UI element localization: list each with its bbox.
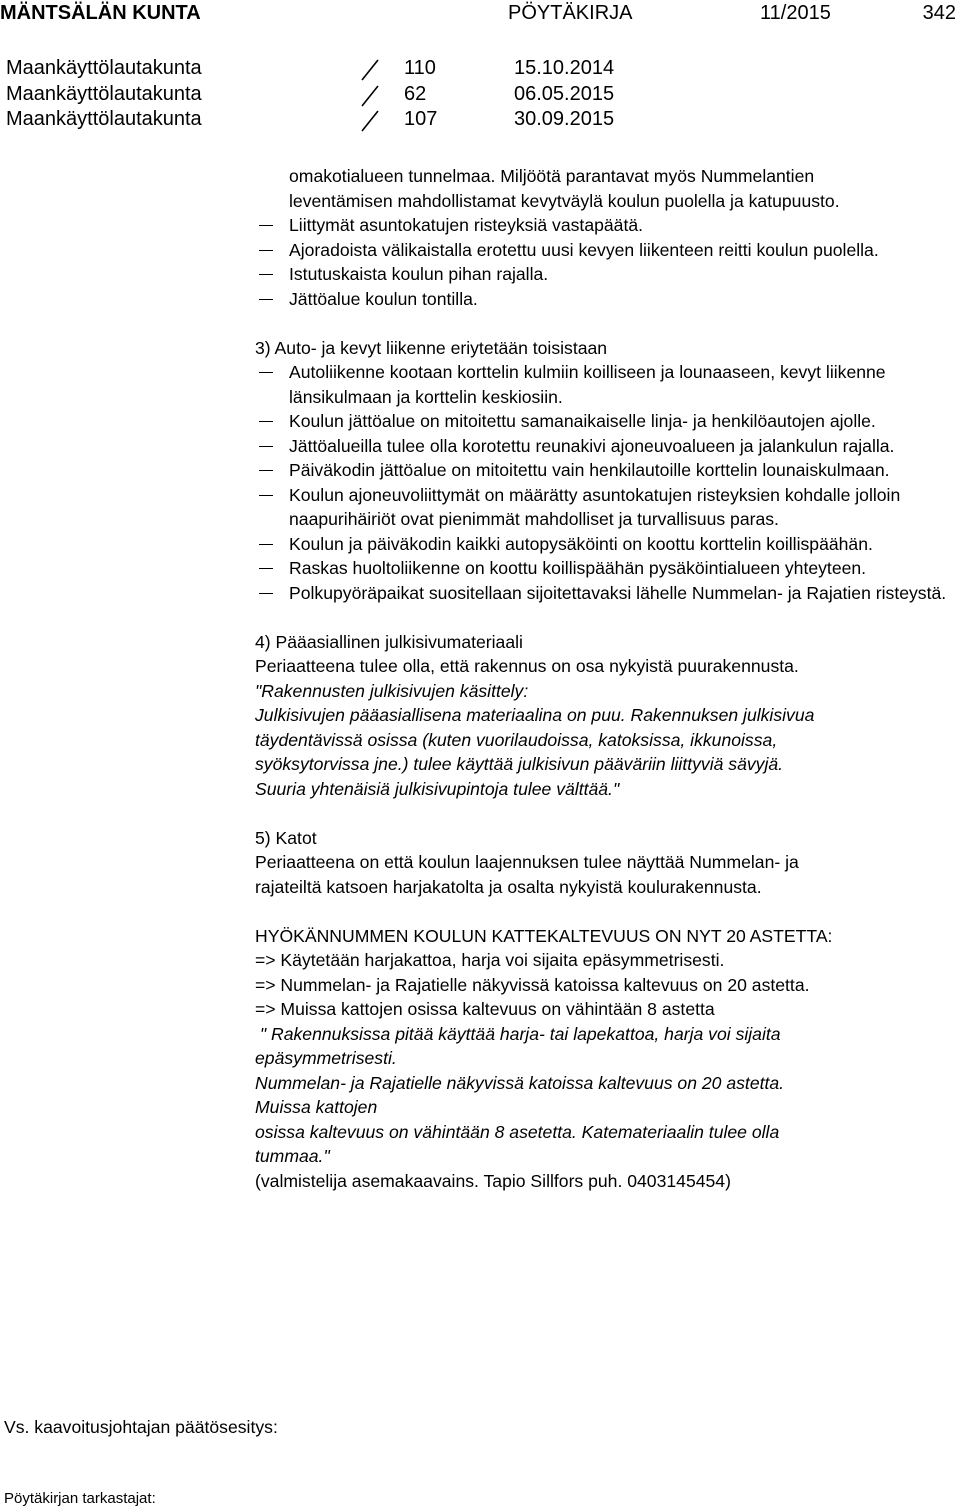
list-item: Autoliikenne kootaan korttelin kulmiin koilliseen ja lounaaseen, kevyt liikenne länsikulmaan ja korttelin keskiosiin. [255, 360, 960, 409]
preparer-info: (valmistelija asemakaavains. Tapio Sillfors puh. 0403145454) [255, 1170, 731, 1191]
reference-list [6, 56, 646, 133]
document-body [255, 164, 960, 1193]
reference-row [6, 107, 646, 133]
reference-section: 107 [404, 108, 438, 130]
document-number: 11/2015 [760, 2, 831, 24]
document-type: PÖYTÄKIRJA [508, 2, 633, 24]
section-sign-icon [360, 110, 380, 132]
intro-line: omakotialueen tunnelmaa. Miljöötä parantavat myös Nummelantien [289, 166, 815, 186]
list-item: Ajoradoista välikaistalla erotettu uusi kevyen liikenteen reitti koulun puolella. [255, 238, 960, 263]
proposal-label: Vs. kaavoitusjohtajan päätösesitys: [4, 1417, 278, 1437]
reference-row [6, 82, 646, 108]
list-item: Koulun jättöalue on mitoitettu samanaikaiselle linja- ja henkilöautojen ajolle. [255, 409, 960, 434]
reference-committee: Maankäyttölautakunta [6, 57, 202, 79]
dash-icon [259, 421, 273, 422]
list-item: Koulun ajoneuvoliittymät on määrätty asuntokatujen risteyksien kohdalle jolloin naapurihäiriöt ovat pienimmät mahdolliset ja turvallisuus paras. [255, 483, 960, 532]
organization-name: MÄNTSÄLÄN KUNTA [0, 2, 201, 24]
quote-line: epäsymmetrisesti. [255, 1048, 397, 1068]
dash-icon [259, 274, 273, 275]
quote-line: täydentävissä osissa (kuten vuorilaudoissa, katoksissa, ikkunoissa, [255, 729, 778, 750]
reference-section: 110 [404, 57, 436, 79]
dash-icon [259, 446, 273, 447]
section-heading: 4) Pääasiallinen julkisivumateriaali [255, 631, 523, 652]
section3-bullet-list [255, 360, 960, 605]
inspectors-label: Pöytäkirjan tarkastajat: [4, 1490, 156, 1507]
section-heading: 5) Katot [255, 827, 317, 848]
quote-line: Nummelan- ja Rajatielle näkyvissä katoissa kaltevuus on 20 astetta. [255, 1072, 785, 1093]
list-item: Raskas huoltoliikenne on koottu koillispäähän pysäköintialueen yhteyteen. [255, 556, 960, 581]
reference-row [6, 56, 646, 82]
quote-line: Suuria yhtenäisiä julkisivupintoja tulee välttää." [255, 778, 620, 799]
section-sign-icon [360, 59, 380, 81]
list-item: Koulun ja päiväkodin kaikki autopysäköinti on koottu korttelin koillispäähän. [255, 532, 960, 557]
quote-line: osissa kaltevuus on vähintään 8 asetetta. Katemateriaalin tulee olla [255, 1121, 780, 1142]
quote-line: Muissa kattojen [255, 1097, 378, 1117]
roof-heading: HYÖKÄNNUMMEN KOULUN KATTEKALTEVUUS ON NYT 20 ASTETTA: [255, 925, 833, 946]
quote-line: syöksytorvissa jne.) tulee käyttää julkisivun pääväriin liittyviä sävyjä. [255, 754, 784, 774]
dash-icon [259, 495, 273, 496]
reference-date: 06.05.2015 [514, 82, 615, 105]
dash-icon [259, 225, 273, 226]
paragraph: Periaatteena on että koulun laajennuksen tulee näyttää Nummelan- ja [255, 852, 799, 872]
dash-icon [259, 250, 273, 251]
roof-point: => Muissa kattojen osissa kaltevuus on vähintään 8 astetta [255, 999, 715, 1019]
quote-line: Julkisivujen pääasiallisena materiaalina on puu. Rakennuksen julkisivua [255, 705, 815, 725]
list-item: Polkupyöräpaikat suositellaan sijoitettavaksi lähelle Nummelan- ja Rajatien risteystä. [255, 581, 960, 606]
list-item: Jättöalueilla tulee olla korotettu reunakivi ajoneuvoalueen ja jalankulun rajalla. [255, 434, 960, 459]
reference-section: 62 [404, 82, 427, 105]
section-heading: 3) Auto- ja kevyt liikenne eriytetään toisistaan [255, 337, 608, 358]
section-sign-icon [360, 85, 380, 107]
reference-date: 30.09.2015 [514, 108, 615, 130]
reference-committee: Maankäyttölautakunta [6, 82, 202, 105]
dash-icon [259, 593, 273, 594]
dash-icon [259, 299, 273, 300]
dash-icon [259, 544, 273, 545]
dash-icon [259, 470, 273, 471]
paragraph: Periaatteena tulee olla, että rakennus on osa nykyistä puurakennusta. [255, 656, 799, 676]
quote-line: tummaa." [255, 1146, 330, 1166]
reference-date: 15.10.2014 [514, 57, 615, 79]
page-number: 342 [922, 2, 956, 24]
roof-point: => Nummelan- ja Rajatielle näkyvissä katoissa kaltevuus on 20 astetta. [255, 974, 810, 995]
list-item: Istutuskaista koulun pihan rajalla. [255, 262, 960, 287]
list-item: Liittymät asuntokatujen risteyksiä vastapäätä. [255, 213, 960, 238]
intro-line: leventämisen mahdollistamat kevytväylä koulun puolella ja katupuusto. [289, 190, 840, 211]
intro-bullet-list [255, 213, 960, 311]
dash-icon [259, 372, 273, 373]
roof-point: => Käytetään harjakattoa, harja voi sijaita epäsymmetrisesti. [255, 950, 725, 970]
paragraph: rajateiltä katsoen harjakatolta ja osalta nykyistä koulurakennusta. [255, 876, 762, 897]
quote-line: " Rakennuksissa pitää käyttää harja- tai lapekattoa, harja voi sijaita [255, 1023, 781, 1044]
list-item: Jättöalue koulun tontilla. [255, 287, 960, 312]
page-header [0, 2, 960, 28]
dash-icon [259, 568, 273, 569]
reference-committee: Maankäyttölautakunta [6, 108, 202, 130]
list-item: Päiväkodin jättöalue on mitoitettu vain henkilautoille korttelin lounaiskulmaan. [255, 458, 960, 483]
quote-line: "Rakennusten julkisivujen käsittely: [255, 680, 529, 701]
